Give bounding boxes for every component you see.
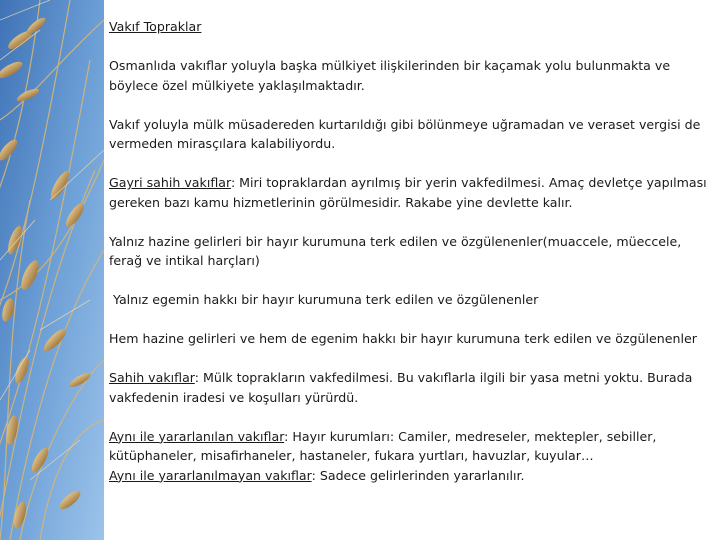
paragraph-hem-hazine: Hem hazine gelirleri ve hem de egenim hakkı bir hayır kurumuna terk edilen ve özgülenenler — [109, 331, 697, 346]
paragraph-egemin-hakki: Yalnız egemin hakkı bir hayır kurumuna terk edilen ve özgülenenler — [113, 292, 539, 307]
paragraph-ayni-ile-mayan — [109, 466, 709, 486]
paragraph-inheritance: Vakıf yoluyla mülk müsadereden kurtarıldığı gibi bölünmeye uğramadan ve veraset vergisi de vermeden mirasçılara kalabiliyordu. — [109, 116, 701, 151]
term-sahih: Sahih vakıflar — [109, 370, 195, 385]
term-ayni-ile-mayan: Aynı ile yararlanılmayan vakıflar — [109, 467, 312, 483]
paragraph-ayni-ile — [109, 427, 709, 466]
wheat-sky-image — [0, 0, 104, 540]
term-ayni-ile: Aynı ile yararlanılan vakıflar — [109, 428, 285, 444]
slide-content — [109, 17, 709, 505]
paragraph-intro: Osmanlıda vakıflar yoluyla başka mülkiyet ilişkilerinden bir kaçamak yolu bulunmakta ve böylece özel mülkiyete yaklaşılmaktadır. — [109, 58, 671, 93]
definition-ayni-ile: : Hayır kurumları: Camiler, medreseler, mektepler, sebiller, kütüphaneler, misafirhaneler, hastaneler, fukara yurtları, havuzlar, kuyular… — [109, 428, 657, 463]
paragraph-hazine-gelirleri: Yalnız hazine gelirleri bir hayır kurumuna terk edilen ve özgülenenler(muaccele, müeccele, ferağ ve intikal harçları) — [109, 233, 682, 268]
paragraph-gayri-sahih — [109, 173, 709, 212]
paragraph-sahih — [109, 368, 709, 407]
definition-sahih: : Mülk toprakların vakfedilmesi. Bu vakıflarla ilgili bir yasa metni yoktu. Burada vakfedenin iradesi ve koşulları yürürdü. — [109, 370, 693, 405]
slide-title: Vakıf Topraklar — [109, 19, 202, 34]
term-gayri-sahih: Gayri sahih vakıflar — [109, 175, 231, 190]
definition-gayri-sahih: : Miri topraklardan ayrılmış bir yerin vakfedilmesi. Amaç devletçe yapılması gereken bazı kamu hizmetlerinin görülmesidir. Rakabe yine devlette kalır. — [109, 175, 707, 210]
definition-ayni-ile-mayan: : Sadece gelirlerinden yararlanılır. — [311, 467, 525, 483]
